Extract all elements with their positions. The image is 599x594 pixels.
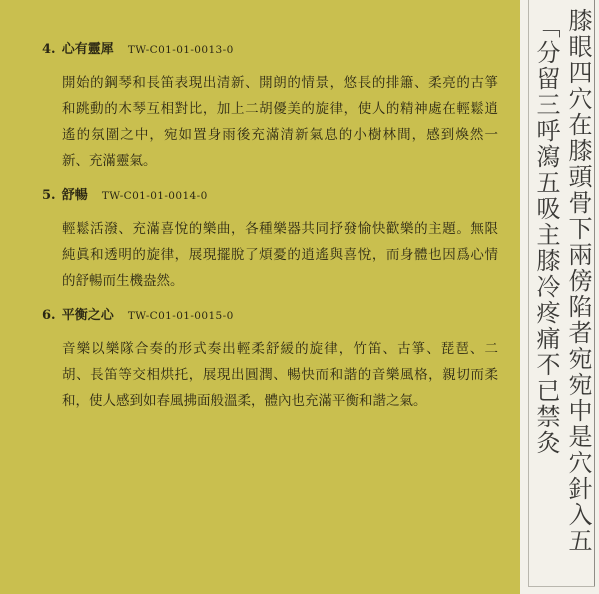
track-description xyxy=(42,70,512,174)
track-heading xyxy=(42,306,512,326)
description-line: 遙的氛圍之中，宛如置身雨後充滿清新氣息的小樹林間，感到煥然一 xyxy=(62,127,498,143)
track-code: TW-C01-01-0014-0 xyxy=(101,190,208,202)
description-line: 輕鬆活潑、充滿喜悅的樂曲，各種樂器共同抒發愉快歡樂的主題。無限 xyxy=(62,221,498,237)
track-code: TW-C01-01-0015-0 xyxy=(127,310,234,322)
track-section-6 xyxy=(42,306,512,414)
description-line: 新、充滿靈氣。 xyxy=(62,153,157,169)
track-number: 6. xyxy=(42,308,56,323)
paper-right-border xyxy=(594,0,595,587)
track-section-4 xyxy=(42,40,512,174)
track-code: TW-C01-01-0013-0 xyxy=(127,44,234,56)
description-line: 胡、長笛等交相烘托，展現出圓潤、暢快而和諧的音樂風格，親切而柔 xyxy=(62,367,498,383)
track-section-5 xyxy=(42,186,512,294)
paper-bottom-border xyxy=(528,586,595,587)
track-description xyxy=(42,216,512,294)
track-number: 5. xyxy=(42,188,56,203)
description-line: 音樂以樂隊合奏的形式奏出輕柔舒緩的旋律，竹笛、古箏、琵琶、二 xyxy=(62,341,498,357)
description-line: 開始的鋼琴和長笛表現出清新、開朗的情景，悠長的排簫、柔亮的古箏 xyxy=(62,75,498,91)
description-line: 純眞和透明的旋律，展現擺脫了煩憂的逍遙與喜悅，而身體也因爲心情 xyxy=(62,247,498,263)
track-heading xyxy=(42,40,512,60)
track-title: 平衡之心 xyxy=(61,308,114,323)
calligraphy-column-right: 膝眼四穴在膝頭骨下兩傍陷者宛宛中是穴針入五 xyxy=(564,8,592,554)
track-description xyxy=(42,336,512,414)
calligraphy-column-left: 「分留三呼瀉五吸主膝冷疼痛不已禁灸 xyxy=(532,14,560,456)
track-title: 舒暢 xyxy=(61,188,88,203)
paper-left-border xyxy=(528,0,529,587)
track-number: 4. xyxy=(42,42,56,57)
track-heading xyxy=(42,186,512,206)
description-line: 的舒暢而生機盎然。 xyxy=(62,273,184,289)
description-line: 和，使人感到如春風拂面般溫柔，體內也充滿平衡和諧之氣。 xyxy=(62,393,427,409)
track-title: 心有靈犀 xyxy=(61,42,114,57)
description-line: 和跳動的木琴互相對比，加上二胡優美的旋律，使人的精神處在輕鬆逍 xyxy=(62,101,498,117)
